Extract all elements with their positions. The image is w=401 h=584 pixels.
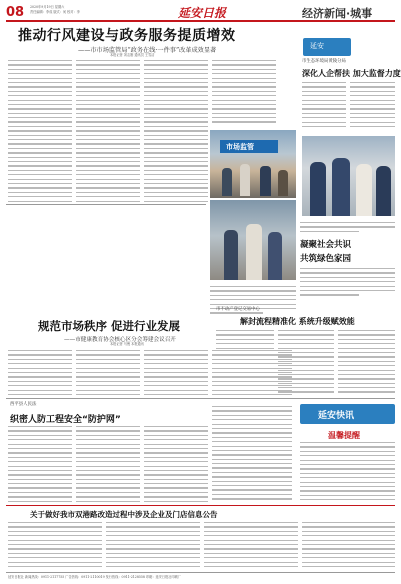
person-shape [332, 158, 350, 216]
person-shape [278, 170, 288, 196]
announcement-col-2 [106, 522, 200, 570]
notice-body [300, 442, 395, 502]
kuaixun-label: 延安 [310, 42, 324, 50]
announcement-col-1 [8, 522, 102, 570]
notice-title: 温馨提醒 [328, 431, 360, 440]
main-subhead: ——市市场监管局“政务在线·一件事”改革成效显著 [78, 47, 217, 54]
story2-col-3 [144, 350, 208, 396]
date-line: 2020年9月19日 星期六 [30, 5, 65, 9]
left-bottom-col-2 [76, 426, 140, 502]
announcement-col-3 [204, 522, 298, 570]
person-shape [356, 164, 372, 216]
announcement-rule [6, 505, 395, 506]
person-shape [260, 166, 271, 196]
right-mid-col-2 [278, 330, 334, 396]
person-shape [240, 164, 250, 196]
person-shape [376, 166, 391, 216]
story2-col-1 [8, 350, 72, 396]
officers-photo [302, 136, 395, 216]
main-col-2 [76, 60, 140, 202]
right-top-col-2 [350, 82, 395, 134]
right-mid-col-1 [216, 330, 274, 350]
right-top-heading: 市生态环境局黄陵分局 [302, 59, 346, 64]
masthead: 延安日报 [178, 6, 227, 20]
main-headline: 推动行风建设与政务服务提质增效 [18, 28, 236, 44]
page-number: 08 [6, 5, 25, 20]
section-title: 经济新闻·城事 [302, 7, 373, 20]
left-bottom-headline: 织密人防工程安全“防护网” [10, 415, 121, 425]
caption-title: 凝聚社会共识 [300, 240, 352, 250]
caption-sub: 共筑绿色家园 [300, 254, 352, 264]
divider [6, 398, 395, 399]
person-shape [268, 232, 282, 280]
person-shape [224, 230, 238, 280]
kuaixun-bottom-text: 延安快讯 [318, 411, 355, 421]
left-bottom-heading: 西平县人民法 [10, 402, 37, 407]
announcement-col-4 [302, 522, 395, 570]
right-mid-col [300, 222, 395, 234]
right-top-col-1 [302, 82, 346, 134]
market-banner-text: 市场监管 [226, 143, 254, 151]
main-col-4 [212, 60, 276, 126]
left-bottom-col-3 [144, 426, 208, 502]
right-mid-heading: 市不动产登记交易中心 [216, 307, 260, 312]
main-col-3 [144, 60, 208, 202]
footer-text: 延安日报社 新闻热线：0911-2117755 广告热线：0911-2110019 发行热线：0911-2128558 印刷：延安日报社印刷厂 [8, 575, 182, 579]
market-photo [210, 130, 296, 198]
right-mid-col-3 [338, 330, 395, 396]
main-col-1 [8, 60, 72, 202]
header-rule [6, 20, 395, 22]
left-bottom-col-4 [212, 406, 292, 502]
footer-rule [6, 572, 395, 573]
announcement-title: 关于做好我市双港路改造过程中涉及企业及门店信息公告 [30, 510, 218, 519]
caption-body [300, 268, 395, 302]
workers-photo [210, 200, 296, 280]
left-bottom-col-1 [8, 426, 72, 502]
person-shape [310, 162, 326, 216]
person-shape [246, 224, 262, 280]
divider [6, 204, 206, 205]
story2-headline: 规范市场秩序 促进行业发展 [38, 319, 181, 333]
right-mid-headline: 解封流程精准化 系统升级赋效能 [240, 317, 355, 326]
editor-line: 责任编辑：李成 版式：何 校对：李 [30, 10, 80, 14]
main-byline: 本报记者 刘志刚 通讯员 王雪洁 [110, 53, 155, 57]
story2-col-2 [76, 350, 140, 396]
story2-byline: 本报记者 马俊 本报通讯 [110, 342, 144, 346]
person-shape [222, 168, 232, 196]
story2-subhead: ——市健康教育协会核心区分会筹建会议召开 [64, 337, 176, 343]
right-top-headline: 深化人企帮扶 加大监督力度 [302, 69, 401, 78]
